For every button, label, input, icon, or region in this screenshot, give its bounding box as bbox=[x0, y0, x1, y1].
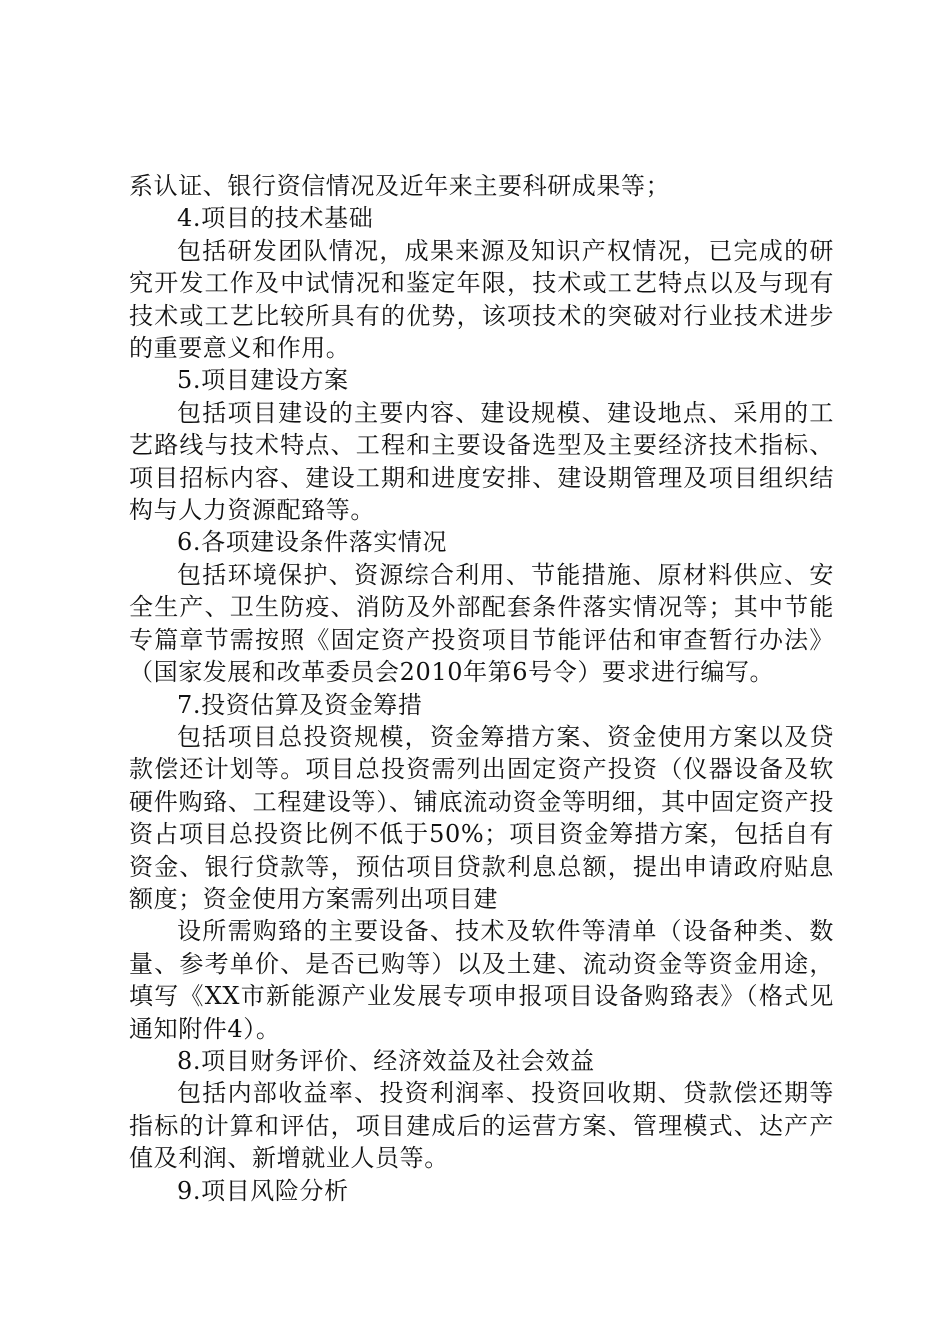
paragraph-construction-plan: 包括项目建设的主要内容、建设规模、建设地点、采用的工艺路线与技术特点、工程和主要设备选型及主要经济技术指标、项目招标内容、建设工期和进度安排、建设期管理及项目组织结构与人力资源配臵等。 bbox=[129, 398, 834, 525]
document-body bbox=[129, 170, 834, 1207]
paragraph-construction-conditions: 包括环境保护、资源综合利用、节能措施、原材料供应、安全生产、卫生防疫、消防及外部配套条件落实情况等；其中节能专篇章节需按照《固定资产投资项目节能评估和审查暂行办法》（国家发展和改革委员会2010年第6号令）要求进行编写。 bbox=[129, 560, 834, 687]
paragraph-investment-funding: 包括项目总投资规模，资金筹措方案、资金使用方案以及贷款偿还计划等。项目总投资需列出固定资产投资（仪器设备及软硬件购臵、工程建设等）、铺底流动资金等明细，其中固定资产投资占项目总投资比例不低于50%；项目资金筹措方案，包括自有资金、银行贷款等，预估项目贷款利息总额，提出申请政府贴息额度；资金使用方案需列出项目建 bbox=[129, 722, 834, 913]
section-heading-investment-funding: 7.投资估算及资金筹措 bbox=[177, 690, 423, 719]
section-heading-construction-plan: 5.项目建设方案 bbox=[177, 366, 349, 395]
paragraph-technical-basis: 包括研发团队情况，成果来源及知识产权情况，已完成的研究开发工作及中试情况和鉴定年限，技术或工艺特点以及与现有技术或工艺比较所具有的优势，该项技术的突破对行业技术进步的重要意义和作用。 bbox=[129, 236, 834, 363]
section-heading-financial-evaluation: 8.项目财务评价、经济效益及社会效益 bbox=[177, 1046, 595, 1075]
paragraph-qualification-continued: 系认证、银行资信情况及近年来主要科研成果等； bbox=[129, 172, 671, 200]
section-heading-risk-analysis: 9.项目风险分析 bbox=[177, 1176, 349, 1205]
paragraph-equipment-list: 设所需购臵的主要设备、技术及软件等清单（设备种类、数量、参考单价、是否已购等）以及土建、流动资金等资金用途，填写《XX市新能源产业发展专项申报项目设备购臵表》（格式见通知附件4）。 bbox=[129, 917, 834, 1043]
section-heading-construction-conditions: 6.各项建设条件落实情况 bbox=[177, 528, 448, 557]
section-heading-technical-basis: 4.项目的技术基础 bbox=[177, 204, 374, 233]
paragraph-financial-evaluation: 包括内部收益率、投资利润率、投资回收期、贷款偿还期等指标的计算和评估，项目建成后的运营方案、管理模式、达产产值及利润、新增就业人员等。 bbox=[129, 1079, 834, 1173]
